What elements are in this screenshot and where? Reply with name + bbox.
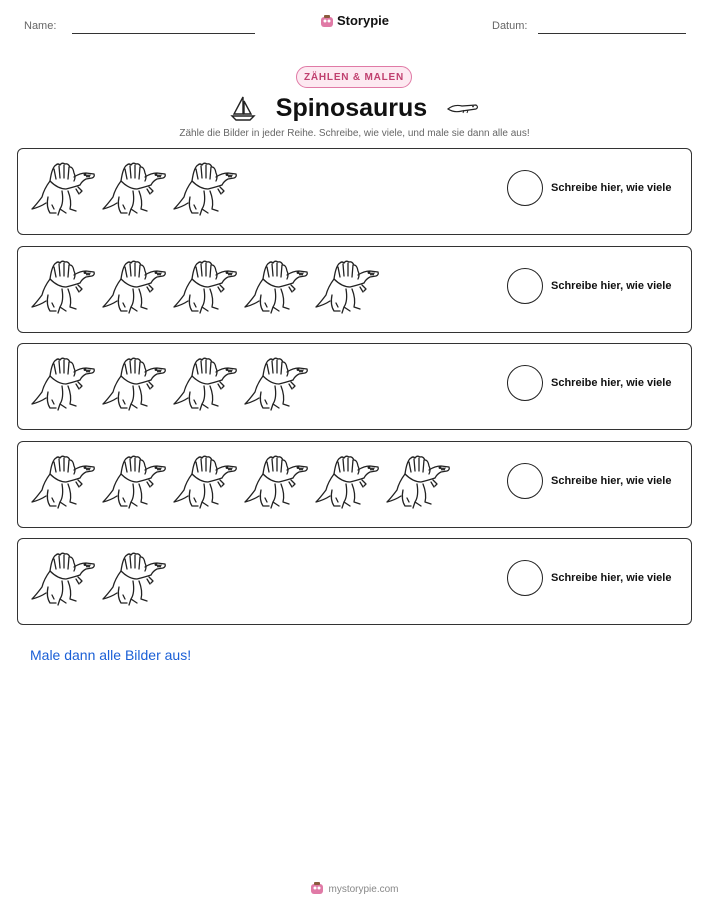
spinosaurus-icon bbox=[101, 549, 167, 609]
answer-label: Schreibe hier, wie viele bbox=[551, 182, 672, 194]
spinosaurus-icon bbox=[30, 549, 96, 609]
sailboat-icon bbox=[229, 94, 257, 122]
counting-row bbox=[17, 148, 692, 235]
spinosaurus-icon bbox=[30, 159, 96, 219]
spinosaurus-icon bbox=[172, 257, 238, 317]
spinosaurus-icon bbox=[385, 452, 451, 512]
spinosaurus-icon bbox=[101, 257, 167, 317]
instruction-text: Zähle die Bilder in jeder Reihe. Schreibe, wie viele, und male sie dann alle aus! bbox=[179, 128, 530, 139]
final-note: Male dann alle Bilder aus! bbox=[30, 647, 192, 663]
name-label: Name: bbox=[24, 20, 57, 32]
answer-label: Schreibe hier, wie viele bbox=[551, 474, 672, 487]
spinosaurus-icon bbox=[172, 452, 238, 512]
footer bbox=[0, 881, 709, 895]
answer-label: Schreibe hier, wie viele bbox=[551, 572, 672, 584]
footer-url: mystorypie.com bbox=[328, 884, 399, 895]
spinosaurus-icon bbox=[172, 159, 238, 219]
answer-circle[interactable] bbox=[507, 463, 543, 499]
spinosaurus-icon bbox=[30, 257, 96, 317]
storypie-logo-icon bbox=[320, 14, 334, 28]
counting-row bbox=[17, 538, 692, 625]
answer-circle[interactable] bbox=[507, 365, 543, 401]
spinosaurus-icon bbox=[101, 159, 167, 219]
page-title: Spinosaurus bbox=[275, 94, 428, 122]
name-line[interactable] bbox=[72, 33, 255, 34]
category-badge: ZÄHLEN & MALEN bbox=[296, 66, 412, 88]
counting-row bbox=[17, 343, 692, 430]
spinosaurus-icon bbox=[172, 354, 238, 414]
spinosaurus-icon bbox=[30, 452, 96, 512]
answer-circle[interactable] bbox=[507, 170, 543, 206]
spinosaurus-icon bbox=[314, 452, 380, 512]
spinosaurus-icon bbox=[243, 354, 309, 414]
title-row bbox=[0, 92, 709, 124]
answer-circle[interactable] bbox=[507, 268, 543, 304]
spinosaurus-icon bbox=[243, 257, 309, 317]
spinosaurus-icon bbox=[101, 354, 167, 414]
date-label: Datum: bbox=[492, 20, 528, 32]
spinosaurus-icon bbox=[314, 257, 380, 317]
answer-label: Schreibe hier, wie viele bbox=[551, 377, 672, 389]
date-line[interactable] bbox=[538, 33, 686, 34]
spinosaurus-icon bbox=[30, 354, 96, 414]
spinosaurus-icon bbox=[243, 452, 309, 512]
counting-row bbox=[17, 441, 692, 528]
brand bbox=[0, 13, 709, 28]
answer-label: Schreibe hier, wie viele bbox=[551, 279, 672, 292]
spinosaurus-icon bbox=[101, 452, 167, 512]
answer-circle[interactable] bbox=[507, 560, 543, 596]
brand-name: Storypie bbox=[336, 13, 389, 28]
crocodile-icon bbox=[446, 100, 480, 116]
counting-row bbox=[17, 246, 692, 333]
storypie-footer-logo-icon bbox=[310, 881, 324, 895]
